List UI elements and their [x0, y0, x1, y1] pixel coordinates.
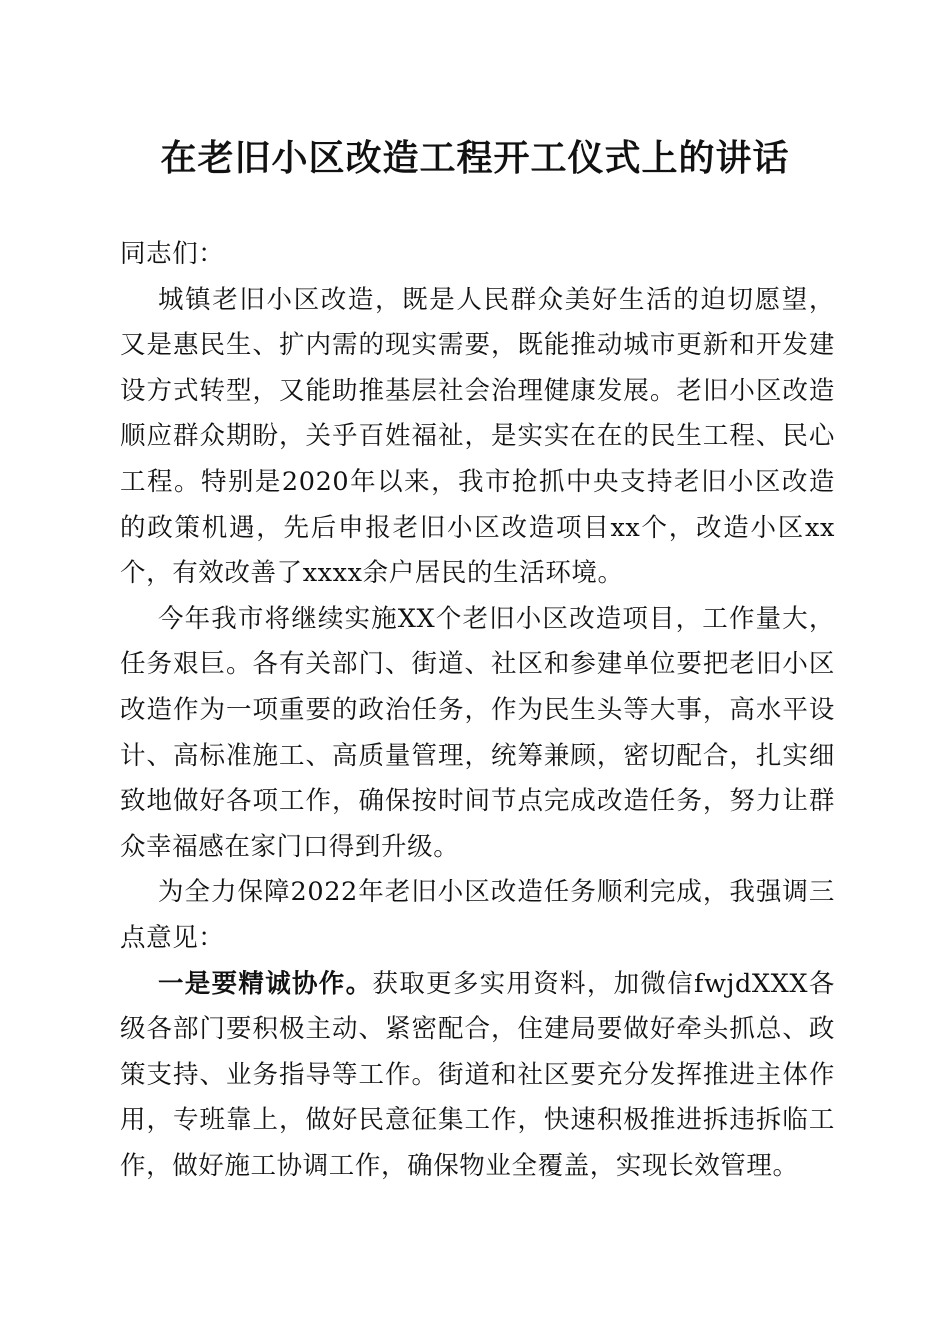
point-one-heading: 一是要精诚协作。 — [158, 968, 373, 999]
paragraph-point-one — [120, 962, 835, 1190]
paragraph-intro: 城镇老旧小区改造，既是人民群众美好生活的迫切愿望，又是惠民生、扩内需的现实需要，既能推动城市更新和开发建设方式转型，又能助推基层社会治理健康发展。老旧小区改造顺应群众期盼，关乎百姓福祉，是实实在在的民生工程、民心工程。特别是2020年以来，我市抢抓中央支持老旧小区改造的政策机遇，先后申报老旧小区改造项目xx个，改造小区xx个，有效改善了xxxx余户居民的生活环境。 — [120, 284, 835, 589]
paragraph-this-year: 今年我市将继续实施XX个老旧小区改造项目，工作量大，任务艰巨。各有关部门、街道、社区和参建单位要把老旧小区改造作为一项重要的政治任务，作为民生头等大事，高水平设计、高标准施工、高质量管理，统筹兼顾，密切配合，扎实细致地做好各项工作，确保按时间节点完成改造任务，努力让群众幸福感在家门口得到升级。 — [120, 603, 835, 862]
point-one-text: 获取更多实用资料，加微信fwjdXXX各级各部门要积极主动、紧密配合，住建局要做好牵头抓总、政策支持、业务指导等工作。街道和社区要充分发挥推进主体作用，专班靠上，做好民意征集工作，快速积极推进拆违拆临工作，做好施工协调工作，确保物业全覆盖，实现长效管理。 — [120, 968, 835, 1181]
paragraph-three-points: 为全力保障2022年老旧小区改造任务顺利完成，我强调三点意见： — [120, 877, 835, 953]
salutation: 同志们： — [120, 239, 225, 269]
document-body — [120, 232, 835, 1189]
document-title: 在老旧小区改造工程开工仪式上的讲话 — [160, 137, 790, 179]
